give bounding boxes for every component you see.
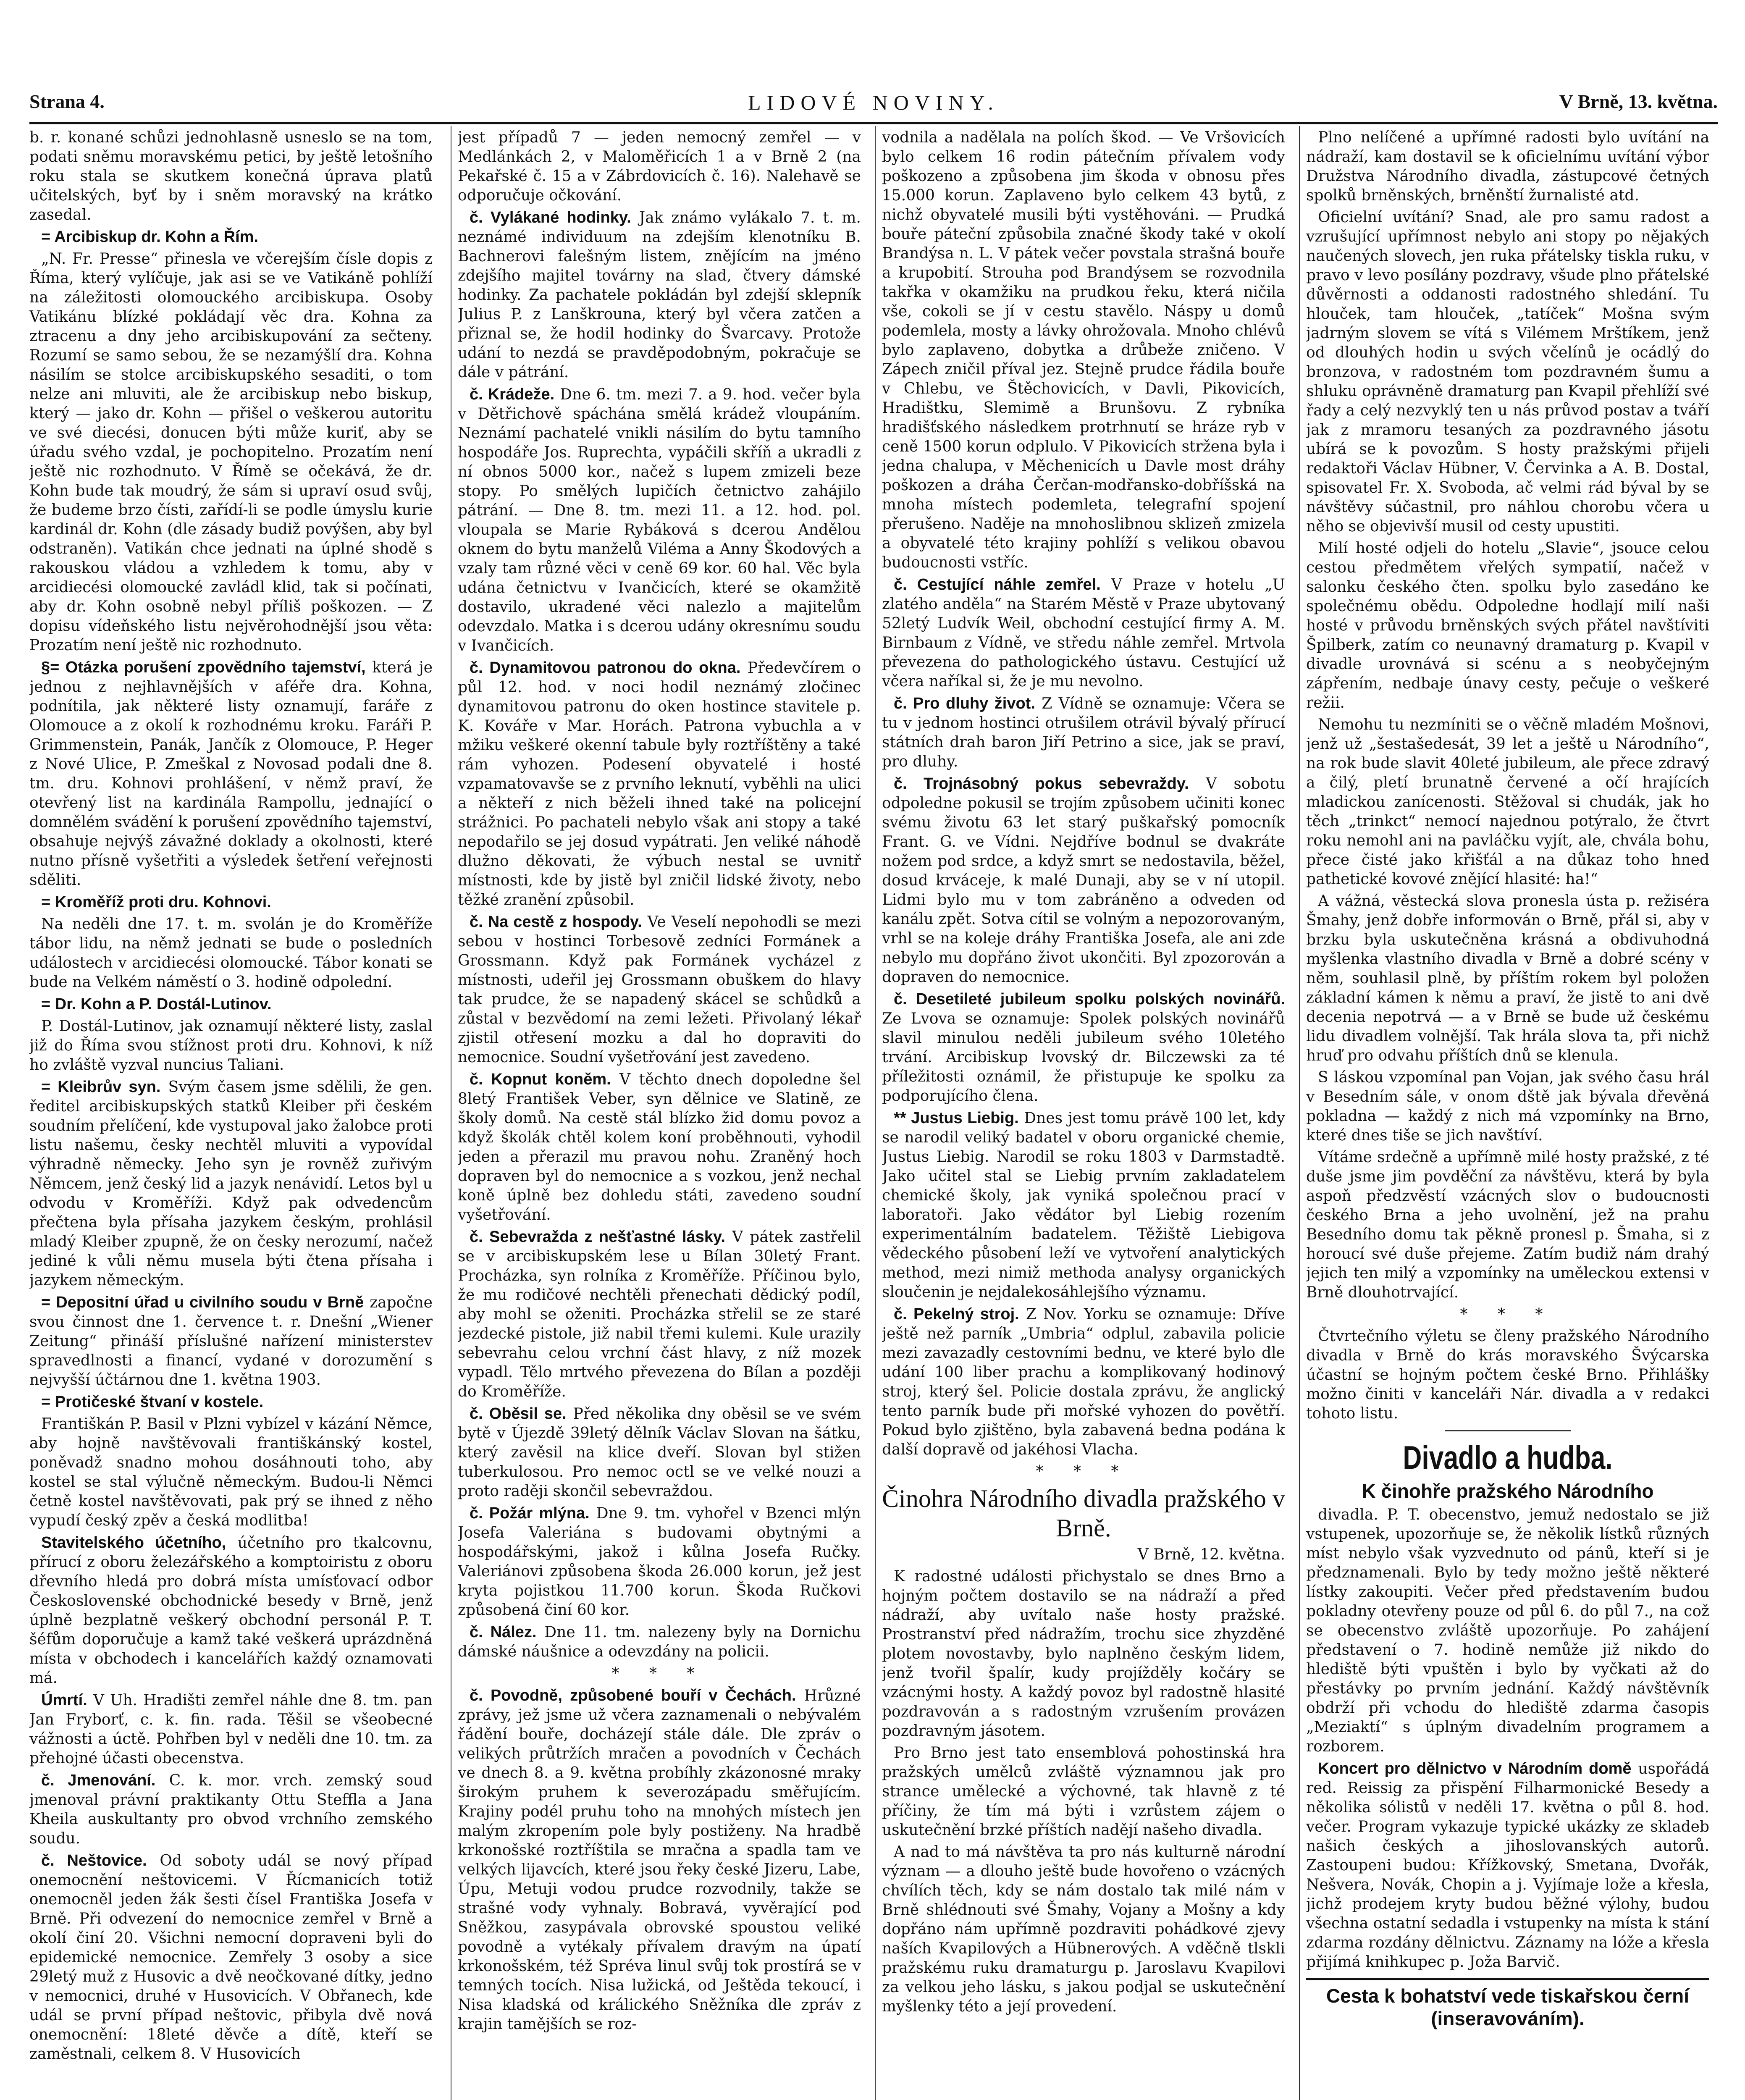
article-text: V sobotu odpoledne pokusil se trojím způsobem učiniti konec svému životu 63 let starý puškařský pomocník Frant. G. ve Vídni. Nejdříve bodnul se dvakráte nožem pod srdce, a když smrt se nedostavila, běžel, dosud krváceje, k malé Dunaji, aby se v ní utopil. Lidmi bylo mu v tom zabráněno a odveden od kanálu zpět. Sotva cítil se volným a nepozorovaným, vrhl se na koleje dráhy Františka Josefa, ale ani zde nebylo mu dopřáno život ukončiti. Byl zpozorován a dopraven do nemocnice. (882, 775, 1285, 986)
headline: §= Otázka porušení zpovědního tajemství, (41, 659, 366, 676)
masthead (29, 90, 1718, 120)
headline: č. Požár mlýna. (470, 1504, 590, 1522)
article-text: Dne 6. tm. mezi 7. a 9. hod. večer byla v Dětřichově spáchána smělá krádež vloupáním. Neznámí pachatelé vnikli násilím do bytu tamního hospodáře Jos. Ruprechta, vypáčili skříň a ukradli z ní obnos 5000 kor., načež s lupem zmizeli beze stopy. Po smělých lupičích četnictvo zahájilo pátrání. — Dne 8. tm. mezi 11. a 12. hod. pol. vloupala se Marie Rybáková s dcerou Andělou oknem do bytu manželů Viléma a Anny Škodových a vzaly tam různé věci v ceně 69 kor. 60 hal. Věc byla udána četnictvu v Ivančicích, které se okamžitě dostavilo, ukradené věci nalezlo a majitelům odevzdalo. Matka i s dcerou udány okresnímu soudu v Ivančicích. (458, 386, 861, 654)
article-text: Dnes jest tomu právě 100 let, kdy se narodil veliký badatel v oboru organické chemie, Justus Liebig. Narodil se roku 1803 v Darmstadtě. Jako učitel stal se Liebig prvním zakladatelem chemické školy, jak vyniká společnou prací v laboratoři. Jako vědátor byl Liebig rozením experimentálním badatelem. Těžiště Liebigova vědeckého působení leží ve vytvoření analytických method, mezi nimiž methoda analysy organických sloučenin je nejdalekosáhlejšího významu. (882, 1110, 1285, 1301)
headline: č. Desetileté jubileum spolku polských novinářů. (894, 990, 1285, 1008)
article-text: Dne 11. tm. nalezeny byly na Dornichu dámské náušnice a odevzdány na policii. (458, 1624, 861, 1660)
column-divider (1299, 126, 1300, 2100)
headline: č. Kopnut koněm. (470, 1071, 611, 1088)
article-text: Předevčírem o půl 12. hod. v noci hodil neznámý zločinec dynamitovou patronu do oken hostince stavitele p. K. Kováře v Mar. Horách. Patrona vybuchla a v mžiku veškeré okenní tabule byly roztříštěny a také rám vyhozen. Podesení obyvatelé i hosté vzpamatovavše se z prvního leknutí, vyběhli na ulici a někteří z nich běželi ihned také na policejní strážnici. Po pachateli nebylo však ani stopy a také nepodařilo se jej dosud vypátrati. Jen veliké náhodě dlužno děkovati, že výbuch nestal se uvnitř místnosti, kde by jistě byl zničil lidské životy, nebo těžké zranění způsobil. (458, 659, 861, 908)
headline: Koncert pro dělnictvo v Národním domě (1318, 1760, 1632, 1777)
article-text: Z Vídně se oznamuje: Včera se tu v jednom hostinci otrušilem otrávil bývalý přírucí státních drah baron Jiří Petrino a sice, jak se praví, pro dluhy. (882, 695, 1285, 770)
article-text: Před několika dny oběsil se ve svém bytě v Újezdě 39letý dělník Václav Slovan na šátku, který zavěsil na klice dveří. Slovan byl stižen tuberkulosou. Pro nemoc octl se ve velké nouzi a proto raději skončil sebevraždou. (458, 1405, 861, 1500)
headline: ** Justus Liebig. (894, 1109, 1019, 1127)
article-text: započne svou činnost dne 1. července t. r. Dnešní „Wiener Zeitung“ přináší příslušné nařízení ministerstev spravedlnosti a financí, vydané v dorozumění s nejvyšší účtárnou dne 1. května 1903. (29, 1294, 433, 1389)
article-text: V Uh. Hradišti zemřel náhle dne 8. tm. pan Jan Fryborť, c. k. fin. rada. Těšil se všeobecné vážnosti a úctě. Pohřben byl v neděli dne 10. tm. za přehojné účasti obecenstva. (29, 1692, 433, 1767)
article-text: Ve Veselí nepohodli se mezi sebou v hostinci Torbesově zedníci Formánek a Grossmann. Když pak Formánek vycházel z místnosti, udeřil jej Grossmann obuškem do hlavy tak prudce, že se napadený skácel se schůdků a zůstal v bezvědomí na zemi ležeti. Přivolaný lékař zjistil otřesení mozku a dal ho dopraviti do nemocnice. Soudní vyšetřování jest zavedeno. (458, 914, 861, 1066)
article-text: uspořádá red. Reissig za přispění Filharmonické Besedy a několika sólistů v neděli 17. května o půl 8. hod. večer. Program vykazuje typické ukázky ze skladeb našich českých a jihoslovanských autorů. Zastoupeni budou: Křížkovský, Smetana, Dvořák, Nešvera, Novák, Chopin a j. Vyjímaje lože a křesla, jichž prodejem kryty budou běžné výlohy, budou všechna ostatní sedadla i vstupenky na místa k stání zdarma rozdány dělnictvu. Záznamy na lóže a křesla přijímá knihkupec p. Joža Barvič. (1306, 1760, 1709, 1971)
article-text: Ze Lvova se oznamuje: Spolek polských novinářů slavil minulou neděli jubileum svého 10letého trvání. Arcibiskup lvovský dr. Bilczewski za té příležitosti oznámil, že přistupuje ke spolku za podporujícího člena. (882, 1010, 1285, 1105)
article-title: Činohra Národního divadla pražského v Brně. (882, 1485, 1285, 1542)
article-text: vodnila a nadělala na polích škod. — Ve Vršovicích bylo celkem 16 rodin pátečním přívalem vody poškozeno a způsobena jim škoda v obnosu přes 15.000 korun. Zaplaveno bylo celkem 43 bytů, z nichž obyvatelé musili býti vystěhováni. — Prudká bouře páteční způsobila značné škody také v okolí Brandýsa n. L. V pátek večer povstala strašná bouře a krupobití. Strouha pod Brandýsem se rozvodnila takřka v okamžiku na prudkou řeku, která ničila vše, cokoli se jí v cestu stavělo. Náspy u domů podemlela, mosty a lávky ohrožovala. Mnoho chlévů bylo zaplaveno, dobytka a drůbeže zničeno. V Zápech zničil příval jez. Stejně prudce řádila bouře v Chlebu, ve Štěchovicích, v Davli, Pikovicích, Hradištku, Slemimě a Brunšovu. Z rybníka hradišťského následkem protrhnutí se hráze ryb v ceně 1500 korun odplulo. V Pikovicích stržena byla i jedna chalupa, v Měchenicích u Davle most dráhy poškozen a dráha Čerčan-modřansko-dobříšská na mnoha místech podemleta, telegrafní spojení přerušeno. Naděje na mnohoslibnou sklizeň zmizela a obyvatelé této krajiny pohlíží s velikou obavou budoucnosti vstříc. (882, 129, 1285, 571)
headline: č. Na cestě z hospody. (470, 913, 642, 931)
advertisement-box: Cesta k bohatství vede tiskařskou černí (inseravováním). (1306, 1978, 1709, 2030)
headline: č. Pro dluhy život. (894, 695, 1035, 712)
article-text: Františkán P. Basil v Plzni vybízel v kázání Němce, aby hojně navštěvovali františkánský kostel, poněvadž snadno mohou dosáhnouti toho, aby kostel se stal výlučně německým. Budou-li Němci četně kostel navštěvovati, pak prý se ihned z něho vypudí český zpěv a česká modlitba! (29, 1415, 433, 1529)
section-separator: * * * (611, 1665, 707, 1682)
masthead-rule (29, 122, 1718, 124)
headline: č. Oběsil se. (470, 1405, 567, 1423)
article-text: Od soboty udál se nový případ onemocnění neštovicemi. V Řícmanicích totiž onemocněl jeden žák šesti čísel Františka Josefa v Brně. Při odvezení do nemocnice zemřel v Brně a okolí činí 20. Všichni nemocní dopraveni byli do epidemické nemocnice. Zemřely 3 osoby a sice 29letý muž z Husovic a dvě neočkované dítky, jedno v nemocnici, druhé v Husovicích. V Obřanech, kde udál se první případ neštovic, přibyla dvě nová onemocnění: 18leté děvče a dítě, kteří se zaměstnali, celkem 8. V Husovicích (29, 1852, 433, 2063)
issue-date: V Brně, 13. května. (1559, 91, 1718, 112)
article-text: účetního pro tkalcovnu, přírucí z oboru železářského a komptoiristu z oboru dřevního hledá pro dobrá místa umísťovací odbor Československé obchodnické besedy v Brně, jenž úplně bezplatně veškerý obchodní personál P. T. šéfům doporučuje a kamž také veškerá uprázdněná místa v obchodech i kancelářích každý oznamovati má. (29, 1534, 433, 1687)
article-text: P. Dostál-Lutinov, jak oznamují některé listy, zaslal již do Říma svou stížnost proti dru. Kohnovi, k níž ho zvláště vyzval nuncius Taliani. (29, 1018, 433, 1074)
article-text: jest případů 7 — jeden nemocný zemřel — v Medlánkách 2, v Maloměřicích 1 a v Brně 2 (na Pekařské č. 15 a v Zábrdovicích č. 16). Nalehavě se odporučuje očkování. (458, 129, 861, 204)
article-text: C. k. mor. vrch. zemský soud jmenoval právní praktikanty Ottu Steffla a Jana Kheila auskultanty pro obvod vrchního zemského soudu. (29, 1772, 433, 1847)
article-text: V Praze v hotelu „U zlatého anděla“ na Starém Městě v Praze ubytovaný 52letý Ludvík Weil, obchodní cestující firmy A. M. Birnbaum z Vídně, ve středu náhle zemřel. Mrtvola převezena do pathologického ústavu. Cestující už včera naříkal si, že je mu nevolno. (882, 576, 1285, 690)
column-1 (29, 128, 433, 2100)
article-text: Oficielní uvítání? Snad, ale pro samu radost a vzrušující upřímnost nebylo ani stopy po nějakých naučených slovech, jen ruka přátelsky tiskla ruku, v pravo v levo posílány pozdravy, všude plno přátelské důvěrnosti a oddanosti radostného shledání. Tu hlouček, tam hlouček, „tatíček“ Mošna svým jadrným slovem se vítá s Vilémem Mrštíkem, jenž od dlouhých hodin u svých včelínů je ocádlý do bronzova, v radostném tom pozdravném šumu a shluku oprávněně dramaturg pan Kvapil přehlíží své řady a celý nezvyklý ten u nás průvod postav a tváří jak z mramoru tesaných za pozdravného jásotu ubírá se k povozům. S hosty pražskými přijeli redaktoři Václav Hübner, V. Červinka a A. B. Dostal, spisovatel Fr. X. Svoboda, ač velmi rád býval by se návštěvy súčastnil, pro náhlou chorobu včera u něho se objevivší musil od cesty upustiti. (1306, 209, 1709, 535)
article-text: Z Nov. Yorku se oznamuje: Dříve ještě než parník „Umbria“ odplul, zabavila policie mezi zavazadly cestovními bednu, ve které bylo dle udání 100 liber prachu a komplikovaný hodinový stroj, který šel. Policie dostala zprávu, že anglický tento parník bude při mořské vyhozen do povětří. Pokud bylo zjištěno, byla zabavená bedna podána k další dopravě od jakéhosi Vlacha. (882, 1306, 1285, 1458)
article-text: která je jednou z nejhlavnějších v aféře dra. Kohna, podnítila, jak některé listy oznamují, faráře z Olomouce a z okolí k rozhodnému kroku. Faráři P. Grimmenstein, Panák, Jančík z Olomouce, P. Heger z Nové Ulice, P. Zmeškal z Novosad podali dne 8. tm. dru. Kohnovi prohlášení, v němž praví, že otevřený list na kardinála Rampollu, jednající o domnělém svádění k porušení zpovědního tajemství, obsahuje nejvýš závažné doklady a okolnosti, které nutno přísně vyšetřiti a výsledek šetření veřejnosti sděliti. (29, 659, 433, 889)
article-text: V pátek zastřelil se v arcibiskupském lese u Bílan 30letý Frant. Procházka, syn rolníka z Kroměříže. Příčinou bylo, že mu rodičové nechtěli přenechati dědický podíl, aby mohl se oženiti. Procházka střelil se ze staré jezdecké pistole, již nabil třemi kulemi. Kule urazily sebevrahu celou vrchní část hlavy, z níž mozek vypadl. Tělo mrtvého převezena do Bílan a později do Kroměříže. (458, 1228, 861, 1400)
headline: č. Vylákané hodinky. (470, 209, 631, 226)
section-title: Divadlo a hudba. (1403, 1439, 1613, 1476)
headline: = Kroměříž proti dru. Kohnovi. (41, 893, 271, 911)
article-text: „N. Fr. Presse“ přinesla ve včerejším čísle dopis z Říma, který vylíčuje, jak asi se ve Vatikáně pohlíží na záležitosti olomouckého arcibiskupa. Osoby Vatikánu blízké pokládají věc dra. Kohna za ztracenu a dny jeho arcibiskupování za sečteny. Rozumí se samo sebou, že se nezamýšlí dra. Kohna násilím se stolce arcibiskupského sesaditi, o tom nelze ani mluviti, ale že arcibiskup nebo biskup, který — jako dr. Kohn — přišel o veškerou autoritu ve své diecési, donucen býti může kuriť, aby se úřadu svého vzdal, je pochopitelno. Prozatím není ještě nic rozhodnuto. V Římě se očekává, že dr. Kohn bude tak moudrý, že sám si upraví osud svůj, že budeme brzo čísti, zařídí-li se podle úmyslu kurie kardinál dr. Kohn (dle zásady budiž povýšen, aby byl odstraněn). Vatikán chce jednati na úplné shodě s rakouskou vládou a vzhledem k tomu, aby v arcidiecési olomoucké zavládl klid, tak si počínati, aby dr. Kohn osobně nebyl příliš poškozen. — Z dopisu vídeňského listu nejvěrohodnější jsou věta: Prozatím není ještě nic rozhodnuto. (29, 250, 433, 654)
headline: č. Sebevražda z nešťastné lásky. (470, 1228, 725, 1246)
headline: = Dr. Kohn a P. Dostál-Lutinov. (41, 995, 272, 1013)
article-text: S láskou vzpomínal pan Vojan, jak svého času hrál v Besedním sále, v onom dště jak bývala dřevěná pokladna — každý z nich má vzpomínky na Brno, které dnes tiše se jich navštíví. (1306, 1069, 1709, 1144)
article-text: V těchto dnech dopoledne šel 8letý František Veber, syn dělnice ve Slatině, ze školy domů. Na cestě stál blízko žid domu povoz a když školák chtěl kolem koní proběhnouti, vyhodil jeden a přerazil mu pravou nohu. Zraněný hoch dopraven byl do nemocnice a s vozkou, jenž nechal koně úplně bez dohledu státi, zavedeno soudní vyšetřování. (458, 1071, 861, 1223)
article-text: divadla. P. T. obecenstvo, jemuž nedostalo se již vstupenek, upozorňuje se, že několik lístků různých míst nebylo však vyzvednuto od pánů, kteří si je předznamenali. Bylo by tedy možno ještě některé lístky zakoupiti. Večer před představením budou pokladny otevřeny pouze od půl 6. do půl 7., na což se obecenstvo zvláště upozorňuje. Po zahájení představení o 7. hodině nemůže již nikdo do hlediště býti vpuštěn i bylo by vyčkati až do přestávky po prvním jednání. Každý návštěvník obdrží při vchodu do hlediště zdarma časopis „Meziaktí“ s úplným divadelním programem a rozborem. (1306, 1506, 1709, 1755)
headline: = Arcibiskup dr. Kohn a Řím. (41, 228, 258, 246)
column-2 (458, 128, 861, 2100)
article-text: Jak známo vylákalo 7. t. m. neznámé individuum na zdejším klenotníku B. Bachnerovi falešným listem, znějícím na jméno zdejšího majitel továrny na slad, čtvery dámské hodinky. Za pachatele pokládán byl zdejší sklepník Julius P. z Lanškrouna, který byl včera zatčen a přiznal se, že hodil hodinky do Švarcavy. Protože udání to nezdá se pravděpodobným, pokračuje se dále v pátrání. (458, 209, 861, 381)
article-text: Nemohu tu nezmíniti se o věčně mladém Mošnovi, jenž už „šestašedesát, 39 let a ještě u Národního“, na rok bude slavit 40leté jubileum, ale přece zdravý a čilý, pletí brunatně červené a očí hrajících mladickou zanícenosti. Stěžoval si chudák, jak ho těch „trinkct“ nemocí najednou potýralo, že čtvrt roku nemohl ani na pavláčku vyjít, ale, chvála bohu, přece čisté jako křišťál a na důkaz toho hned pathetické kovové znějící hlasité: ha!“ (1306, 716, 1709, 888)
section-separator: * * * (1036, 1463, 1131, 1480)
headline: č. Povodně, způsobené bouří v Čechách. (470, 1687, 796, 1704)
headline: č. Pekelný stroj. (894, 1305, 1019, 1323)
dateline: V Brně, 12. května. (1137, 1546, 1285, 1563)
article-text: K radostné události přichystalo se dnes Brno a hojným počtem dostavilo se na nádraží a před nádraží, aby uvítalo naše hosty pražské. Prostranství před nádražím, trochu sice zhyzděné plotem novostavby, bylo naplněno českým lidem, jenž tvořil špalír, kudy projížděly kočáry se vzácnými hosty. A každý povoz byl radostně hlasité pozdravován a s radostným vzrušením provázen pozdravným jásotem. (882, 1568, 1285, 1740)
headline: č. Trojnásobný pokus sebevraždy. (894, 775, 1189, 793)
article-text: Dne 9. tm. vyhořel v Bzenci mlýn Josefa Valeriána s budovami obytnými a hospodářskými, jakož i kůlna Josefa Ručky. Valeriánovi způsobena škoda 26.000 korun, jež jest kryta pojistkou 11.700 korun. Škoda Ručkovi způsobená činí 60 kor. (458, 1505, 861, 1619)
article-text: Plno nelíčené a upřímné radosti bylo uvítání na nádraží, kam dostavil se k oficielnímu uvítání výbor Družstva Národního divadla, zástupcové četných spolků brněnských, brněnští žurnalisté atd. (1306, 129, 1709, 204)
article-text: Svým časem jsme sdělili, že gen. ředitel arcibiskupských statků Kleiber při českém soudním přelíčení, kde vystupoval jako žalobce proti listu našemu, česky nechtěl mluviti a vypovídal výhradně německy. Jeho syn je rovněž zuřivým Němcem, jenž český lid a jazyk nenávidí. Letos byl u odvodu v Kroměříži. Když pak odvedencům přečtena byla přísaha jazykem českým, prohlásil mladý Kleiber zpupně, že on česky nerozumí, načež jediné k vůli němu musela býti čtena přísaha i jazykem německým. (29, 1079, 433, 1289)
headline: = Protičeské štvaní v kostele. (41, 1393, 264, 1411)
headline: č. Krádeže. (470, 386, 555, 403)
newspaper-name: LIDOVÉ NOVINY. (748, 91, 999, 114)
article-text: Čtvrtečního výletu se členy pražského Národního divadla v Brně do krás moravského Švýcarska účastní se hojným počtem české Brno. Přihlášky možno činiti v kanceláři Nár. divadla a v redakci tohoto listu. (1306, 1328, 1709, 1422)
article-text: Milí hosté odjeli do hotelu „Slavie“, jsouce celou cestou předmětem vřelých sympatií, načež v salonku českého čten. spolku bylo zasedáno ke společnému obědu. Odpoledne hodlají milí naši hosté v průvodu brněnských svých přátel navštíviti Špilberk, zatím co neunavný dramaturg p. Kvapil v divadle urovnává si scénu a s neobyčejným zápřením, nedbaje únavy cesty, pečuje o veškeré režii. (1306, 540, 1709, 711)
article-text: A nad to má návštěva ta pro nás kulturně národní význam — a dlouho ještě bude hovořeno o vzácných chvílích těch, kdy se nám dostalo tak milé nám v Brně shlédnouti své Šmahy, Vojany a Mošny a kdy dopřáno nám upřímně pozdraviti pohádkové zjevy naších Kvapilových a Hübnerových. A vděčně tlskli pražskému ruku dramaturgu p. Jaroslavu Kvapilovi za velkou jeho lásku, s jakou podjal se uskutečnění myšlenky této a její provedení. (882, 1843, 1285, 2015)
headline: č. Dynamitovou patronou do okna. (470, 659, 741, 677)
headline: Stavitelského účetního, (41, 1534, 226, 1551)
column-3 (882, 128, 1285, 2100)
article-text: Vítáme srdečně a upřímně milé hosty pražské, z té duše jsme jim povděční za návštěvu, která by byla aspoň předzvěstí vzácných slov o budoucnosti českého Brna a jeho uvolnění, jež na prahu Besedního domu tak pěkně pronesl p. Šmaha, si z horoucí své duše přejeme. Zatím budiž nám drahý jejich ten milý a vzpomínky na uměleckou extensi v Brně dlouhotrvající. (1306, 1149, 1709, 1301)
headline: = Depositní úřad u civilního soudu v Brně (41, 1294, 364, 1311)
headline: = Kleibrův syn. (41, 1078, 161, 1096)
article-text: Na neděli dne 17. t. m. svolán je do Kroměříže tábor lidu, na němž jednati se bude o posledních událostech v arcidiecési olomoucké. Tábor konati se bude na Velkém náměstí o 3. hodině odpolední. (29, 916, 433, 991)
article-text: b. r. konané schůzi jednohlasně usneslo se na tom, podati sněmu moravskému petici, by ještě letošního roku stala se skutkem konečná úprava platů učitelských, byť by i sněm moravský na krátko zasedal. (29, 129, 433, 223)
article-text: A vážná, věstecká slova pronesla ústa p. režiséra Šmahy, jenž dobře informován o Brně, přál si, aby v brzku byla uskutečněna krásná a obdivuhodná myšlenka vlastního divadla v Brně a dobré scény v něm, souhlasil plně, by příštím rokem byl položen základní kámen k němu a praví, že jistě to ani dvě decenia nepotrvá — a v Brně se bude už českému lidu divadlem volnější. Tak hrála slova ta, při nichž hruď pro odvahu příštích dnů se klenula. (1306, 892, 1709, 1064)
newspaper-page (29, 0, 1718, 2100)
divider (1445, 1430, 1571, 1431)
section-separator: * * * (1460, 1306, 1556, 1323)
headline: č. Neštovice. (41, 1852, 147, 1869)
headline: č. Cestující náhle zemřel. (894, 576, 1101, 593)
column-4 (1306, 128, 1709, 2100)
headline: č. Jmenování. (41, 1772, 156, 1789)
page-number: Strana 4. (29, 91, 105, 112)
article-text: Hrůzné zprávy, jež jsme už včera zaznamenali o nebývalém řádění bouře, docházejí stále dále. Dle zpráv o velikých průtržích mračen a povodních v Čechách ve dnech 8. a 9. května probíhly zkázonosné mraky širokým pruhem k severozápadu směřujícím. Krajiny podél pruhu toho na mnohých místech jen malým zkropením pole byly postiženy. Na hradbě krkonošské roztříštila se mračna a spadla tam ve velkých lijavcích, které jsou řeky české Jizeru, Labe, Úpu, Metuji vodou prudce rozvodnily, takže se strašné vody vyhnaly. Bobravá, vyvěrající pod Sněžkou, zasypávala obrovské spoustou veliké povodně a vytékaly přívalem dravým na úpatí krkonošském, též Spréva linul svůj tok prostírá se v temných tocích. Nisa lužická, od Ještěda tekoucí, i Nisa kladská od králického Sněžníka dle zpráv z krajin tamějších se roz- (458, 1687, 861, 2033)
headline: Úmrtí. (41, 1691, 87, 1709)
article-text: Pro Brno jest tato ensemblová pohostinská hra pražských umělců zvláště významnou jak pro strance umělecké a výchovné, tak hlavně z té příčiny, že tím má býti i vzrůstem zájem o uskutečnění brzké příštích nadějí našeho divadla. (882, 1744, 1285, 1839)
headline: K činohře pražského Národního (1362, 1480, 1654, 1502)
headline: č. Nález. (470, 1623, 537, 1641)
column-divider (875, 126, 876, 2100)
